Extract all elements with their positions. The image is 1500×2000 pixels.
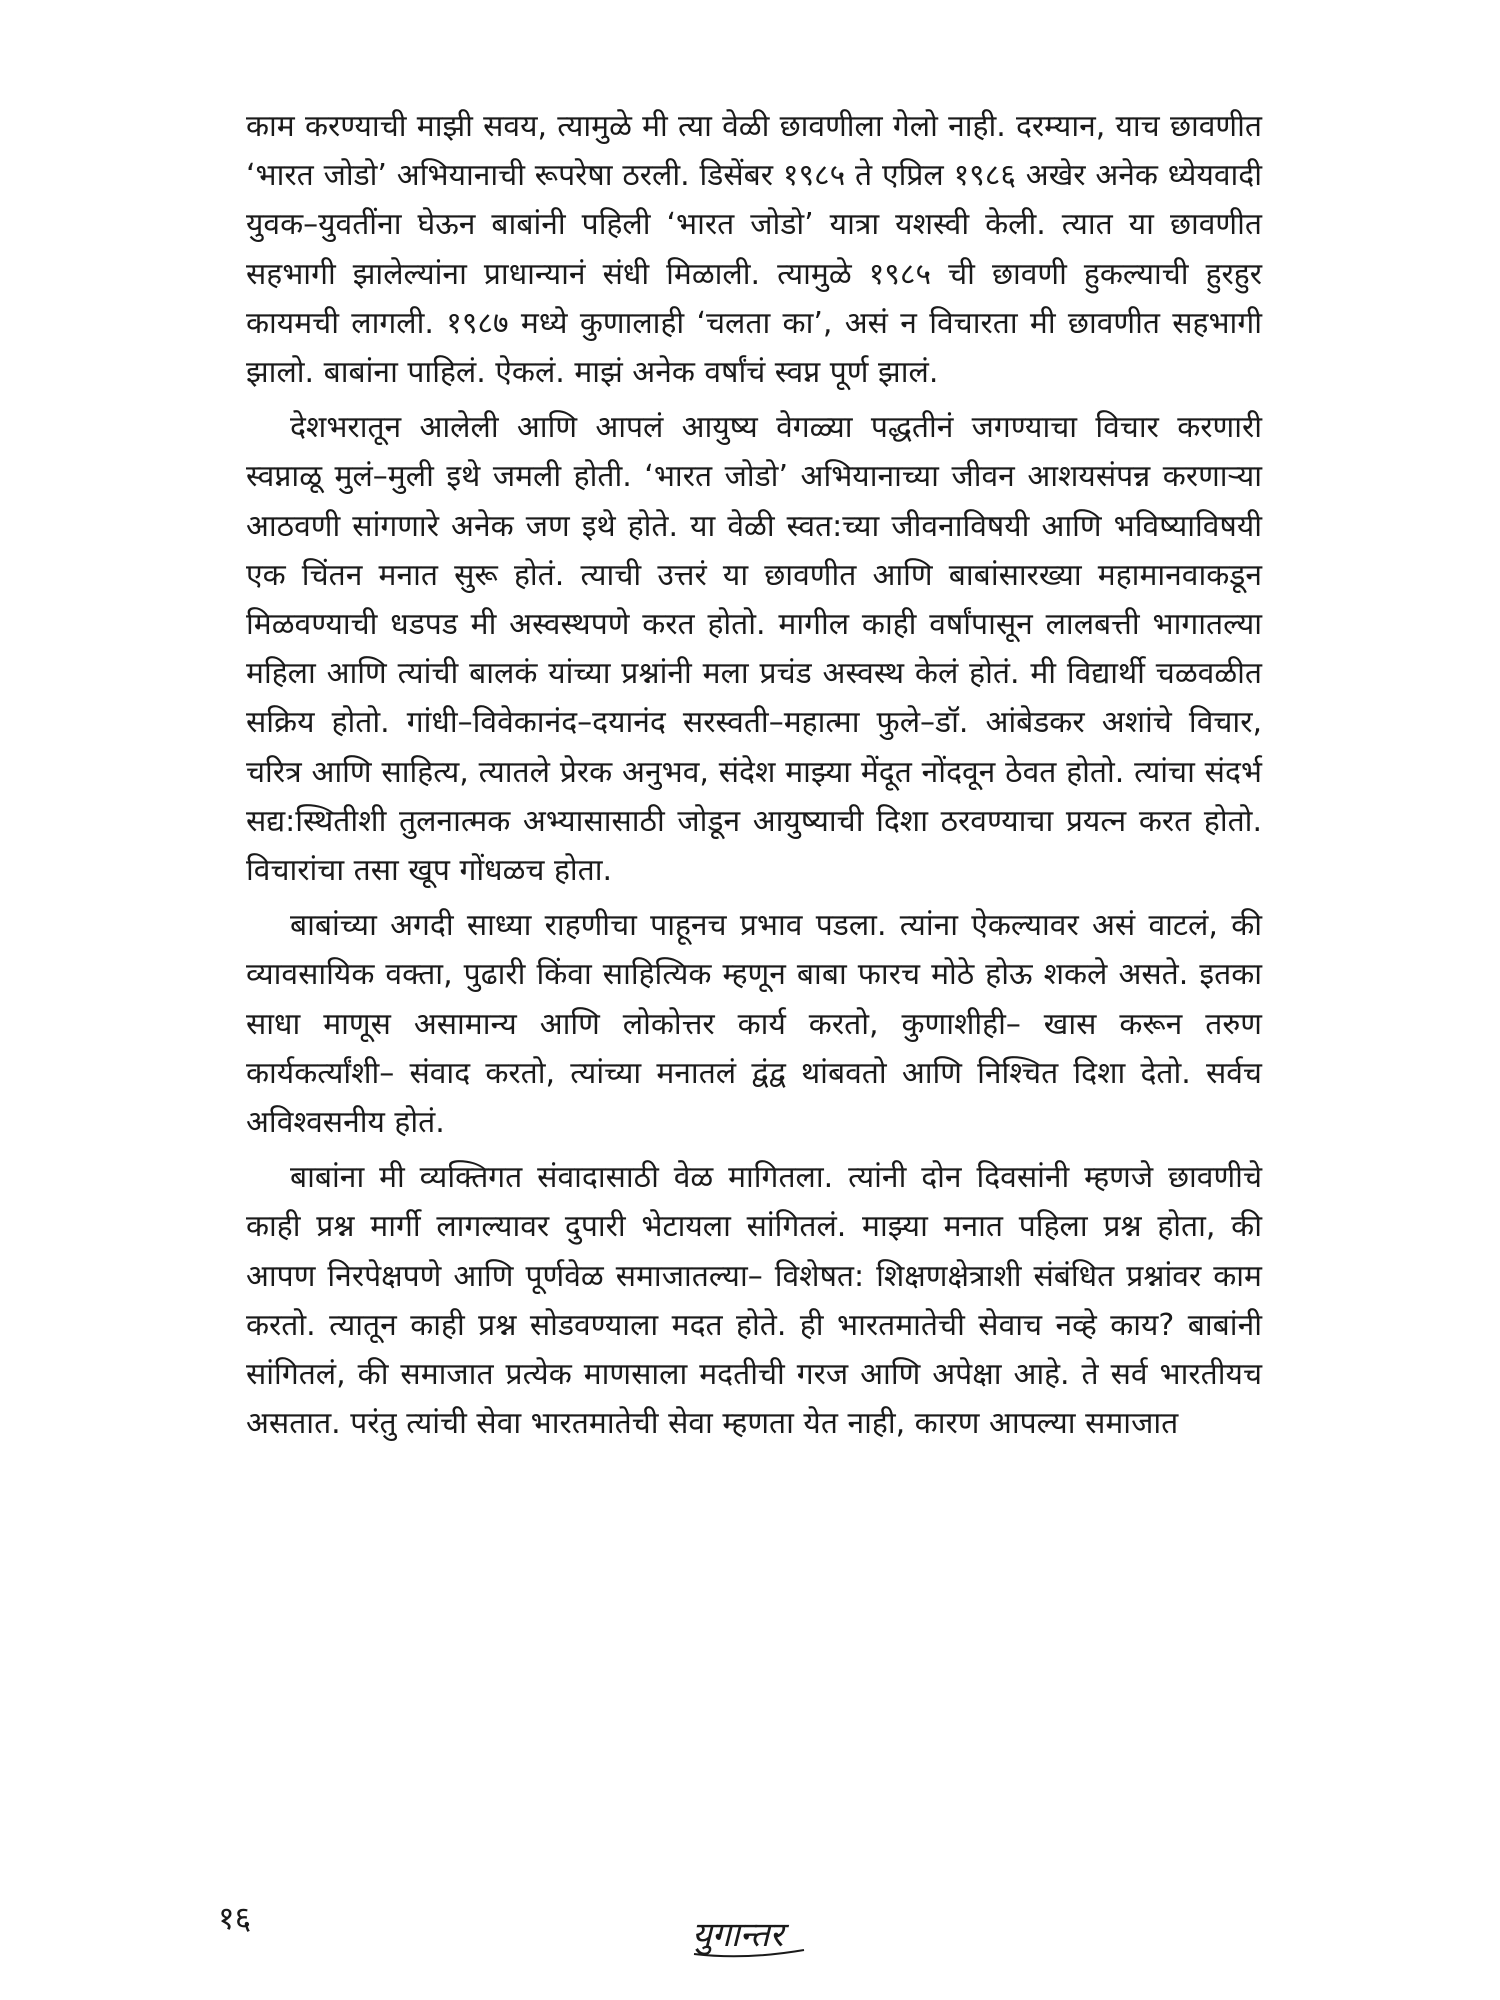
page-number: १६ <box>218 1899 252 1937</box>
body-text <box>246 102 1262 1454</box>
publication-logo-text: युगान्तर <box>692 1915 784 1955</box>
paragraph-2: देशभरातून आलेली आणि आपलं आयुष्य वेगळ्या पद्धतीनं जगण्याचा विचार करणारी स्वप्नाळू मुलं–मुली इथे जमली होती. ‘भारत जोडो’ अभियानाच्या जीवन आशयसंपन्न करणाऱ्या आठवणी सांगणारे अनेक जण इथे होते. या वेळी स्वत:च्या जीवनाविषयी आणि भविष्याविषयी एक चिंतन मनात सुरू होतं. त्याची उत्तरं या छावणीत आणि बाबांसारख्या महामानवाकडून मिळवण्याची धडपड मी अस्वस्थपणे करत होतो. मागील काही वर्षांपासून लालबत्ती भागातल्या महिला आणि त्यांची बालकं यांच्या प्रश्नांनी मला प्रचंड अस्वस्थ केलं होतं. मी विद्यार्थी चळवळीत सक्रिय होतो. गांधी–विवेकानंद–दयानंद सरस्वती–महात्मा फुले–डॉ. आंबेडकर अशांचे विचार, चरित्र आणि साहित्य, त्यातले प्रेरक अनुभव, संदेश माझ्या मेंदूत नोंदवून ठेवत होतो. त्यांचा संदर्भ सद्य:स्थितीशी तुलनात्मक अभ्यासासाठी जोडून आयुष्याची दिशा ठरवण्याचा प्रयत्न करत होतो. विचारांचा तसा खूप गोंधळच होता. <box>246 410 1262 889</box>
paragraph-4: बाबांना मी व्यक्तिगत संवादासाठी वेळ मागितला. त्यांनी दोन दिवसांनी म्हणजे छावणीचे काही प्रश्न मार्गी लागल्यावर दुपारी भेटायला सांगितलं. माझ्या मनात पहिला प्रश्न होता, की आपण निरपेक्षपणे आणि पूर्णवेळ समाजातल्या– विशेषत: शिक्षणक्षेत्राशी संबंधित प्रश्नांवर काम करतो. त्यातून काही प्रश्न सोडवण्याला मदत होते. ही भारतमातेची सेवाच नव्हे काय? बाबांनी सांगितलं, की समाजात प्रत्येक माणसाला मदतीची गरज आणि अपेक्षा आहे. ते सर्व भारतीयच असतात. परंतु त्यांची सेवा भारतमातेची सेवा म्हणता येत नाही, कारण आपल्या समाजात <box>246 1160 1262 1442</box>
paragraph-1: काम करण्याची माझी सवय, त्यामुळे मी त्या वेळी छावणीला गेलो नाही. दरम्यान, याच छावणीत ‘भारत जोडो’ अभियानाची रूपरेषा ठरली. डिसेंबर १९८५ ते एप्रिल १९८६ अखेर अनेक ध्येयवादी युवक–युवतींना घेऊन बाबांनी पहिली ‘भारत जोडो’ यात्रा यशस्वी केली. त्यात या छावणीत सहभागी झालेल्यांना प्राधान्यानं संधी मिळाली. त्यामुळे १९८५ ची छावणी हुकल्याची हुरहुर कायमची लागली. १९८७ मध्ये कुणालाही ‘चलता का’, असं न विचारता मी छावणीत सहभागी झालो. बाबांना पाहिलं. ऐकलं. माझं अनेक वर्षांचं स्वप्न पूर्ण झालं. <box>246 109 1262 391</box>
paragraph-3: बाबांच्या अगदी साध्या राहणीचा पाहूनच प्रभाव पडला. त्यांना ऐकल्यावर असं वाटलं, की व्यावसायिक वक्ता, पुढारी किंवा साहित्यिक म्हणून बाबा फारच मोठे होऊ शकले असते. इतका साधा माणूस असामान्य आणि लोकोत्तर कार्य करतो, कुणाशीही– खास करून तरुण कार्यकर्त्यांशी– संवाद करतो, त्यांच्या मनातलं द्वंद्व थांबवतो आणि निश्चित दिशा देतो. सर्वच अविश्वसनीय होतं. <box>246 908 1262 1141</box>
publication-logo-icon <box>686 1908 816 1964</box>
